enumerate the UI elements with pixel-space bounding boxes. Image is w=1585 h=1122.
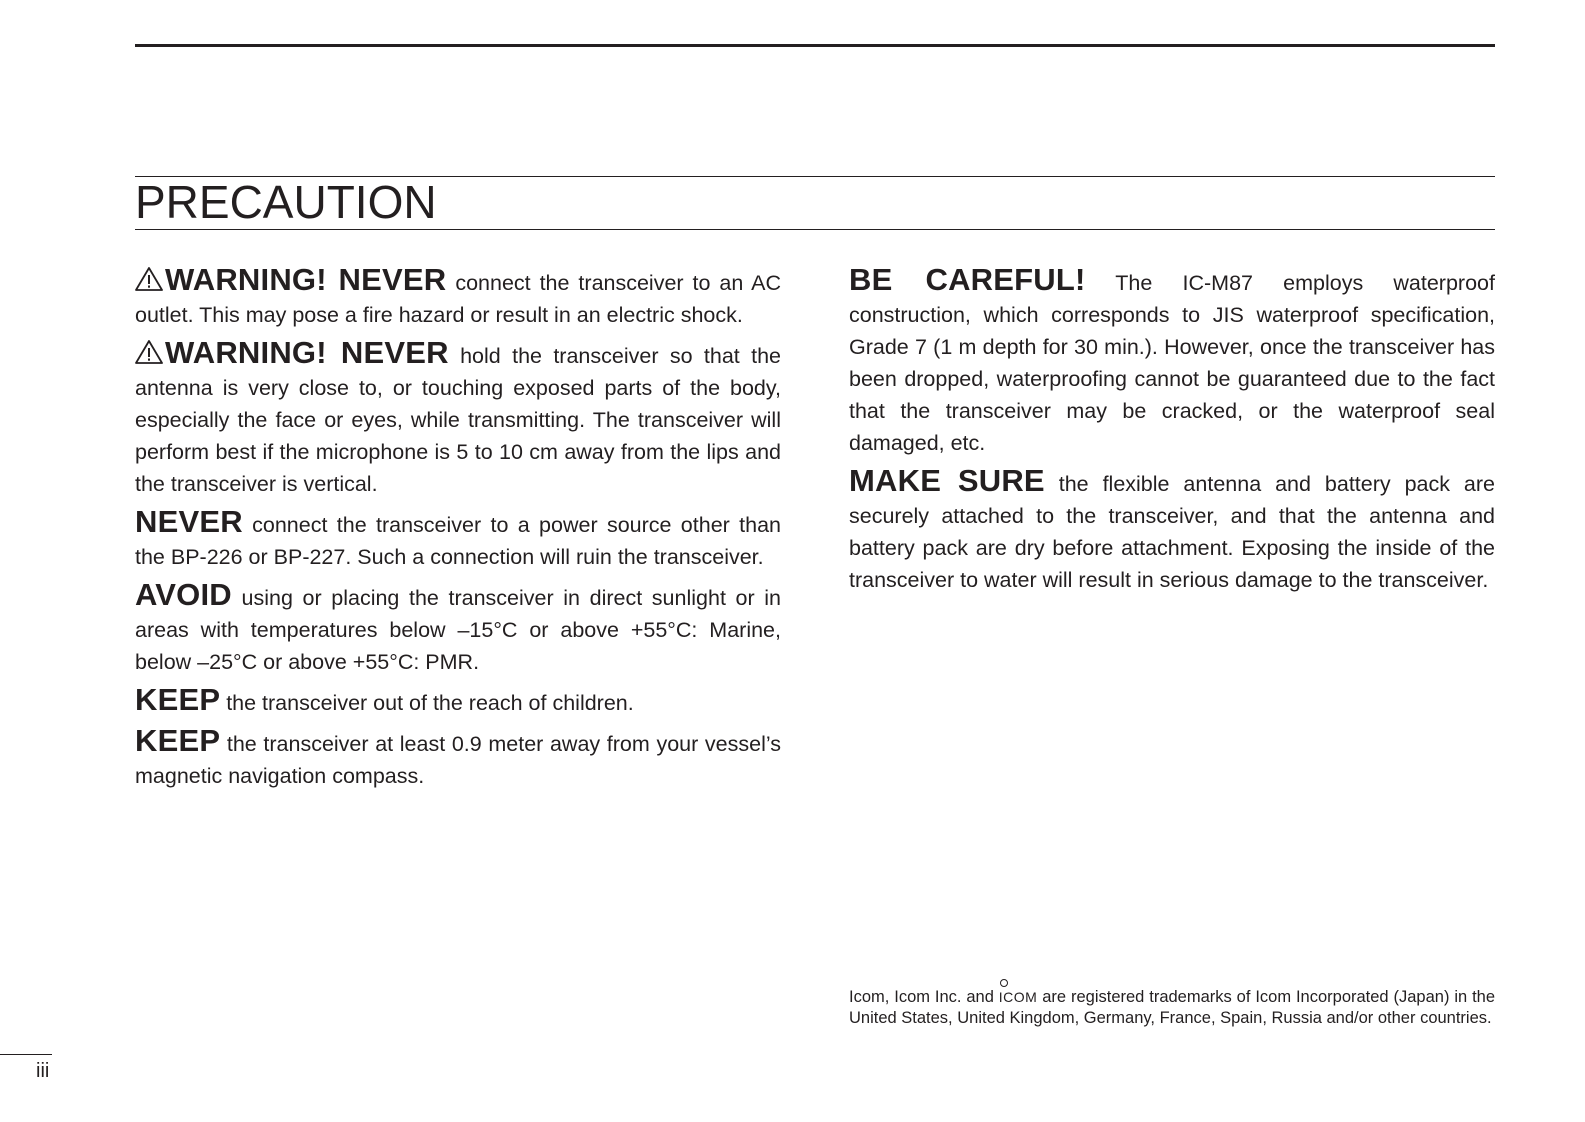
precaution-keyword: WARNING! NEVER [165,335,449,370]
header-rule [135,44,1495,47]
precaution-keyword: KEEP [135,723,221,758]
precaution-keyword: NEVER [135,504,243,539]
left-column [135,264,781,798]
precaution-text: the flexible antenna and battery pack are securely attached to the transceiver, and that the antenna and battery pack are dry before attachment. Exposing the inside of the transceiver to water will result in serious damage to the transceiver. [849,472,1495,592]
precaution-item [135,506,781,573]
precaution-item [135,725,781,792]
precaution-item [849,264,1495,459]
precaution-keyword: AVOID [135,577,232,612]
precaution-item [135,264,781,331]
precaution-text: connect the transceiver to a power source other than the BP-226 or BP-227. Such a connection will ruin the transceiver. [135,513,781,569]
precaution-item [135,579,781,678]
icom-logo [999,985,1038,1008]
title-rule-bottom [135,229,1495,230]
trademark-text-after: are registered trademarks of Icom Incorporated (Japan) in the United States, United Kingdom, Germany, France, Spain, Russia and/or other countries. [849,988,1496,1027]
precaution-text: the transceiver at least 0.9 meter away from your vessel’s magnetic navigation compass. [135,732,781,788]
precaution-item [135,337,781,500]
precaution-keyword: MAKE SURE [849,463,1045,498]
precaution-item [135,684,781,719]
right-column [849,264,1495,602]
precaution-keyword: WARNING! NEVER [165,262,447,297]
page-number: iii [36,1060,50,1082]
trademark-text-before: Icom, Icom Inc. and [849,988,999,1006]
page-number-rule [0,1054,52,1055]
precaution-keyword: KEEP [135,682,221,717]
warning-triangle-icon [135,267,163,291]
precaution-text: connect the transceiver to an AC outlet. This may pose a fire hazard or result in an electric shock. [135,271,781,327]
precaution-text: the transceiver out of the reach of children. [220,691,634,715]
precaution-keyword: BE CAREFUL! [849,262,1086,297]
trademark-notice [849,985,1495,1029]
precaution-text: The IC-M87 employs waterproof construction, which corresponds to JIS waterproof specification, Grade 7 (1 m depth for 30 min.). However, once the transceiver has been dropped, waterproofing cannot be guaranteed due to the fact that the transceiver may be cracked, or the waterproof seal damaged, etc. [849,271,1495,455]
warning-triangle-icon [135,340,163,364]
icom-logo-text: ICOM [998,989,1038,1005]
icom-logo-ring [1000,979,1008,987]
page-title: PRECAUTION [135,176,437,228]
precaution-text: hold the transceiver so that the antenna is very close to, or touching exposed parts of the body, especially the face or eyes, while transmitting. The transceiver will perform best if the microphone is 5 to 10 cm away from the lips and the transceiver is vertical. [135,344,781,496]
precaution-text: using or placing the transceiver in direct sunlight or in areas with temperatures below –15°C or above +55°C: Marine, below –25°C or above +55°C: PMR. [135,586,781,674]
precaution-item [849,465,1495,596]
